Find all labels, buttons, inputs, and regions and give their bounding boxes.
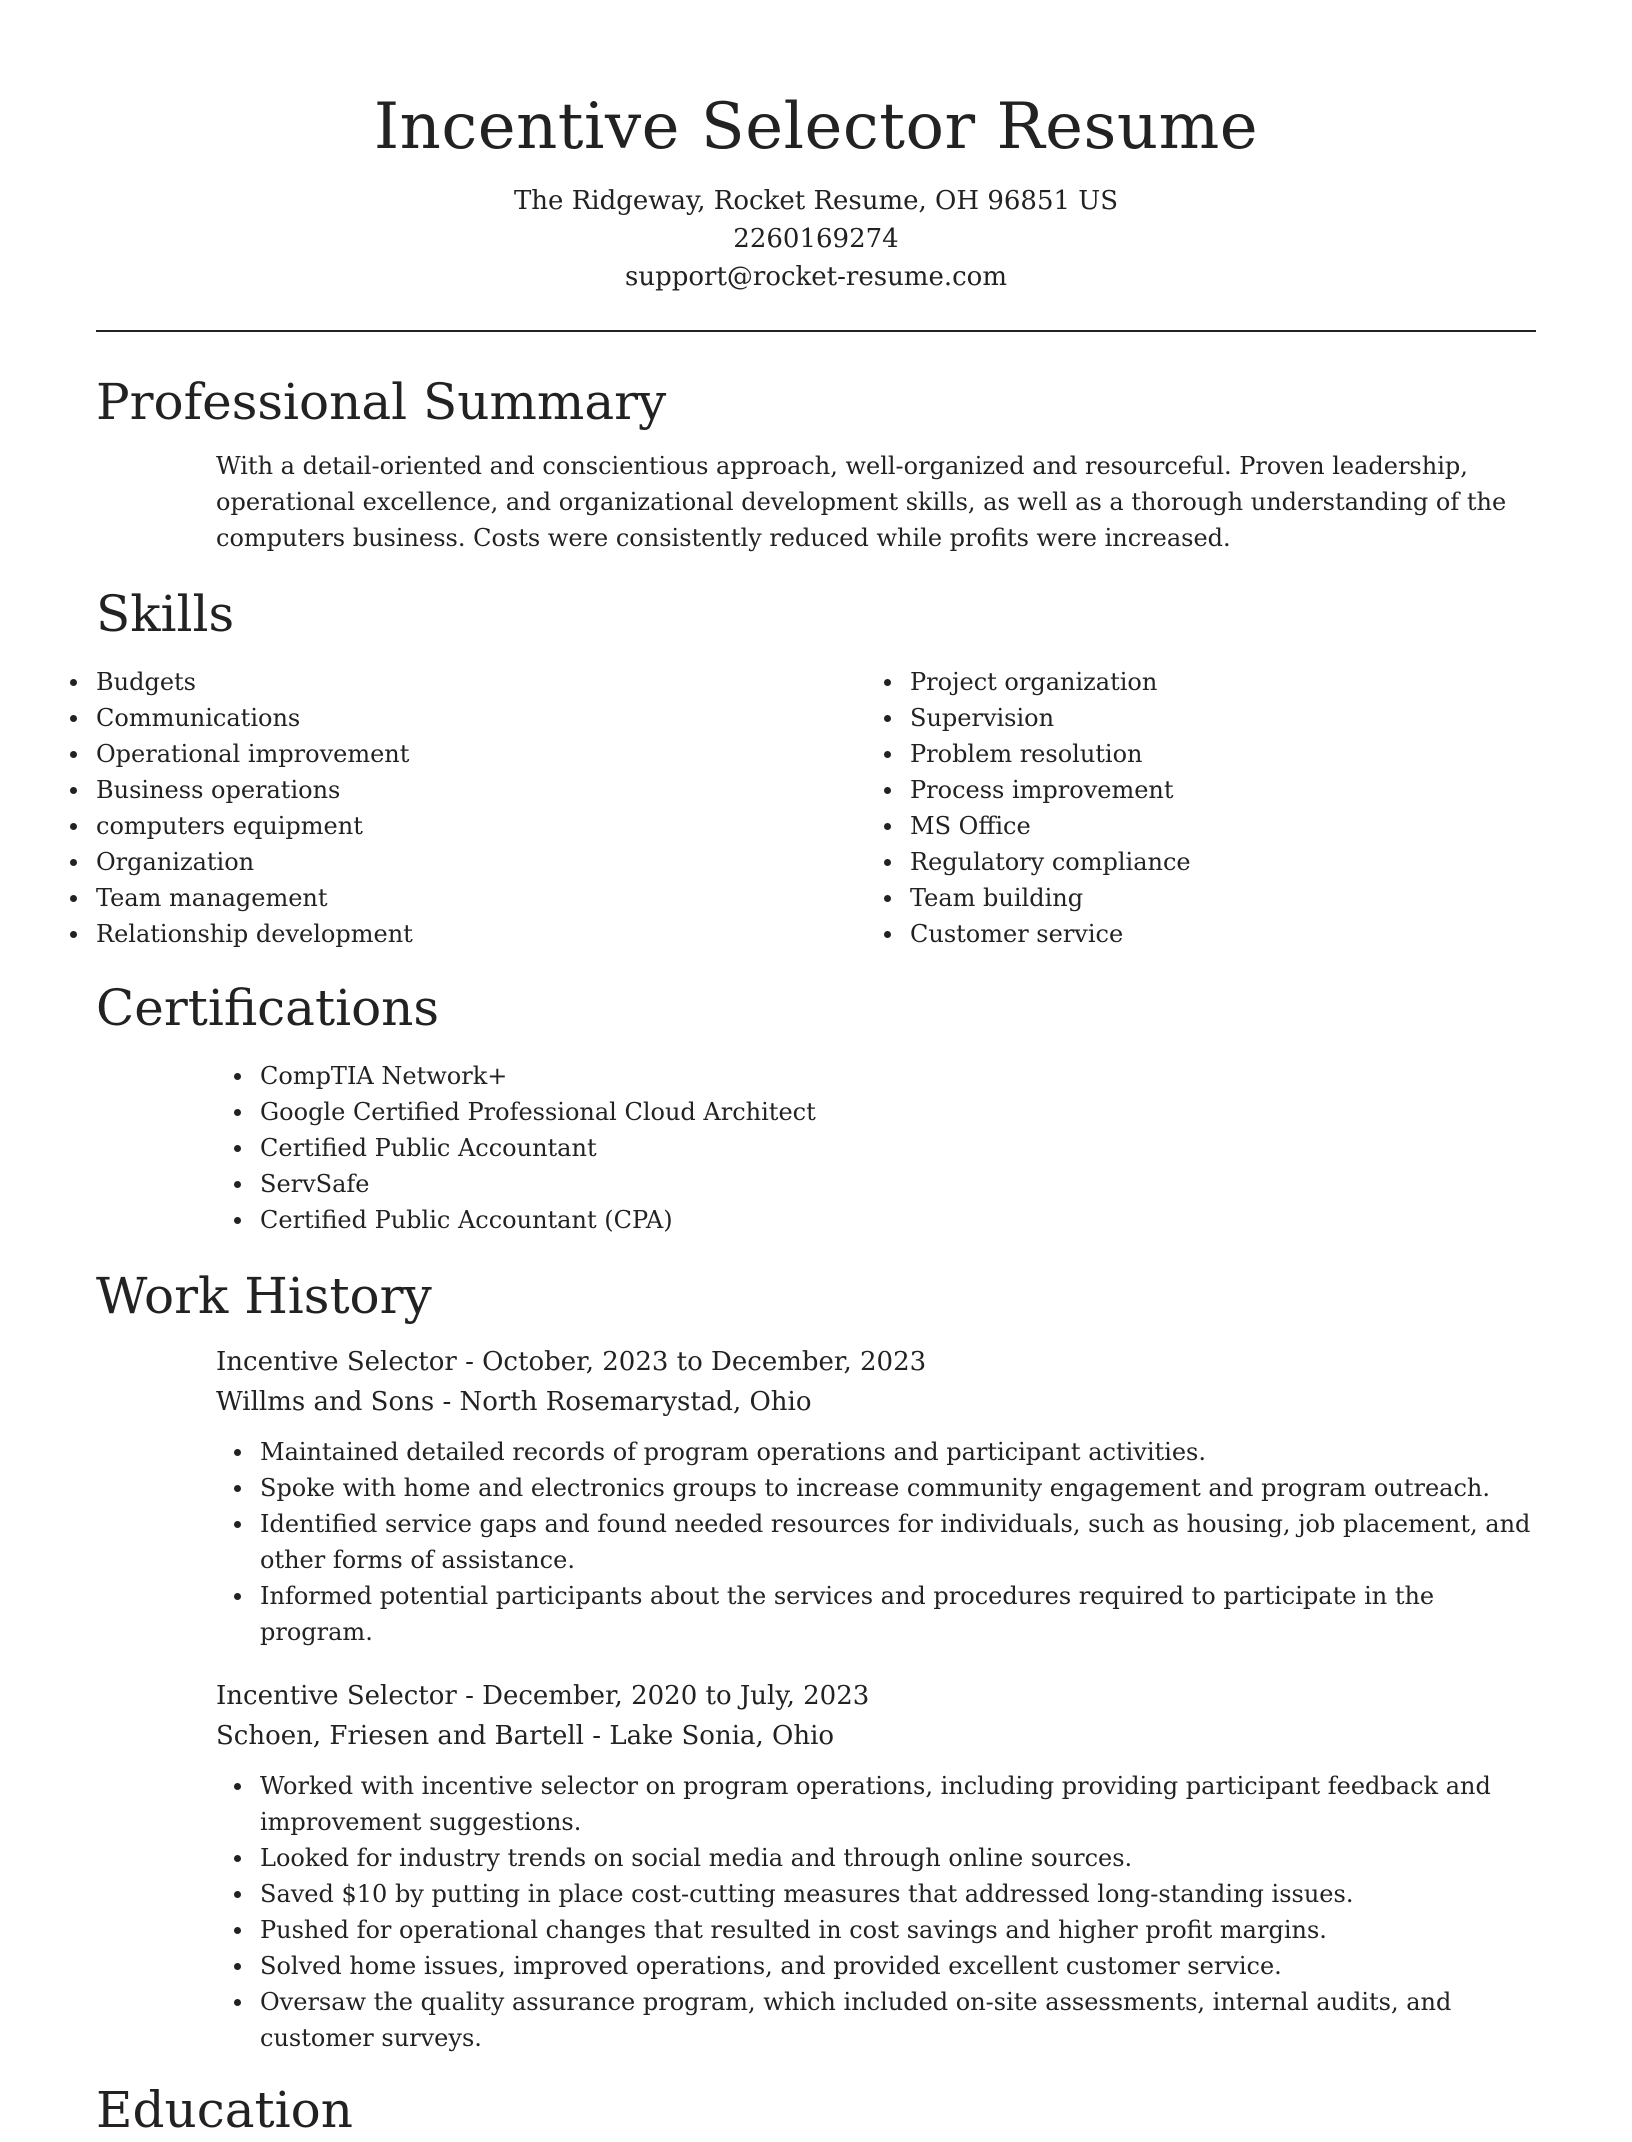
job-bullet: Identified service gaps and found needed resources for individuals, such as housing, job placement, and other forms of assistance. xyxy=(260,1506,1536,1578)
job-bullet: Saved $10 by putting in place cost-cutting measures that addressed long-standing issues. xyxy=(260,1876,1536,1912)
skill-item: Team management xyxy=(96,880,746,916)
summary-text: With a detail-oriented and conscientious approach, well-organized and resourceful. Proven leadership, operational excellence, and organizational development skills, as well as a thorough understanding of the computers business. Costs were consistently reduced while profits were increased. xyxy=(216,452,1507,552)
job-bullets xyxy=(260,1768,1536,2056)
skill-item: Process improvement xyxy=(910,772,1396,808)
contact-phone: 2260169274 xyxy=(733,224,899,254)
education-heading: Education xyxy=(96,2081,353,2139)
skill-item: Operational improvement xyxy=(96,736,746,772)
job-role-line: Incentive Selector - December, 2020 to July, 2023 xyxy=(216,1681,870,1711)
certification-item: CompTIA Network+ xyxy=(260,1058,1536,1094)
skills-heading: Skills xyxy=(96,585,235,643)
skill-item: Relationship development xyxy=(96,916,746,952)
contact-email: support@rocket-resume.com xyxy=(624,262,1007,292)
summary-heading: Professional Summary xyxy=(96,373,667,431)
job-bullet: Oversaw the quality assurance program, which included on-site assessments, internal audits, and customer surveys. xyxy=(260,1984,1536,2056)
section-work-history xyxy=(96,1264,1536,2056)
certifications-list xyxy=(260,1058,1536,1238)
skill-item: Supervision xyxy=(910,700,1396,736)
skill-item: Business operations xyxy=(96,772,746,808)
certification-item: Certified Public Accountant (CPA) xyxy=(260,1202,1536,1238)
skill-item: Problem resolution xyxy=(910,736,1396,772)
section-skills xyxy=(96,582,1536,952)
skills-grid xyxy=(96,664,1536,952)
certification-item: Google Certified Professional Cloud Architect xyxy=(260,1094,1536,1130)
skill-item: computers equipment xyxy=(96,808,746,844)
contact-address: The Ridgeway, Rocket Resume, OH 96851 US xyxy=(513,186,1119,216)
header-divider xyxy=(96,330,1536,332)
certification-item: Certified Public Accountant xyxy=(260,1130,1536,1166)
job-company-line: Schoen, Friesen and Bartell - Lake Sonia, Ohio xyxy=(216,1721,835,1751)
skill-item: Organization xyxy=(96,844,746,880)
job-entry xyxy=(216,1342,1536,1650)
skills-left-column xyxy=(96,664,746,952)
skill-item: Regulatory compliance xyxy=(910,844,1396,880)
job-bullet: Informed potential participants about the services and procedures required to participate in the program. xyxy=(260,1578,1536,1650)
section-summary xyxy=(96,370,1536,556)
job-bullet: Maintained detailed records of program operations and participant activities. xyxy=(260,1434,1536,1470)
resume-page xyxy=(96,0,1536,2142)
job-bullets xyxy=(260,1434,1536,1650)
job-bullet: Spoke with home and electronics groups to increase community engagement and program outreach. xyxy=(260,1470,1536,1506)
skill-item: Project organization xyxy=(910,664,1396,700)
skill-item: Customer service xyxy=(910,916,1396,952)
contact-block xyxy=(96,182,1536,296)
job-bullet: Pushed for operational changes that resulted in cost savings and higher profit margins. xyxy=(260,1912,1536,1948)
job-bullet: Solved home issues, improved operations, and provided excellent customer service. xyxy=(260,1948,1536,1984)
resume-header xyxy=(96,0,1536,296)
section-certifications xyxy=(96,976,1536,1238)
job-bullet: Looked for industry trends on social media and through online sources. xyxy=(260,1840,1536,1876)
job-bullet: Worked with incentive selector on program operations, including providing participant feedback and improvement suggestions. xyxy=(260,1768,1536,1840)
section-education xyxy=(96,2078,1536,2142)
job-entry xyxy=(216,1676,1536,2056)
skills-right-column xyxy=(746,664,1396,952)
job-role-line: Incentive Selector - October, 2023 to December, 2023 xyxy=(216,1347,927,1377)
skill-item: Communications xyxy=(96,700,746,736)
resume-title: Incentive Selector Resume xyxy=(373,90,1259,164)
skill-item: Team building xyxy=(910,880,1396,916)
job-company-line: Willms and Sons - North Rosemarystad, Ohio xyxy=(216,1387,812,1417)
skill-item: Budgets xyxy=(96,664,746,700)
certifications-heading: Certifications xyxy=(96,979,440,1037)
work-history-heading: Work History xyxy=(96,1267,432,1325)
certification-item: ServSafe xyxy=(260,1166,1536,1202)
skill-item: MS Office xyxy=(910,808,1396,844)
